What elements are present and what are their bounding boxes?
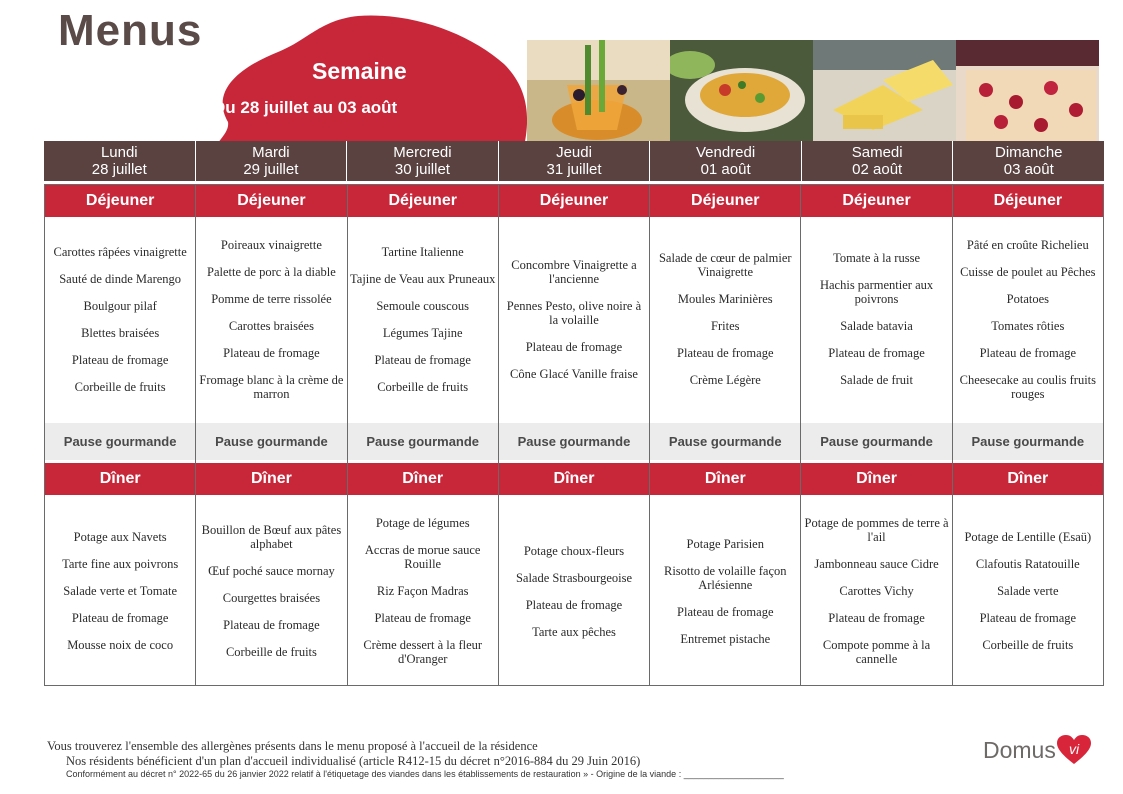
day-name: Mardi — [252, 144, 290, 161]
menu-item: Poireaux vinaigrette — [220, 237, 322, 252]
menu-item: Salade verte et Tomate — [63, 584, 178, 598]
menu-item: Tomates rôties — [991, 318, 1065, 333]
menu-item: Corbeille de fruits — [377, 379, 469, 394]
day-column — [196, 185, 347, 685]
menu-item: Corbeille de fruits — [74, 379, 166, 394]
day-column — [801, 185, 952, 685]
day-column — [650, 185, 801, 685]
menu-item: Plateau de fromage — [525, 597, 623, 612]
dinner-items — [350, 497, 496, 685]
lunch-items — [47, 219, 193, 419]
snack-label: Pause gourmande — [196, 423, 346, 460]
menu-item: Potage choux-fleurs — [523, 543, 625, 558]
domusvi-logo — [983, 735, 1091, 765]
cheese-photo — [813, 40, 956, 141]
lunch-items — [198, 219, 344, 419]
menu-item: Crème Légère — [689, 373, 761, 387]
menu-item: Plateau de fromage — [374, 611, 471, 625]
day-name: Lundi — [100, 144, 138, 161]
day-column — [45, 185, 196, 685]
menu-item: Carottes Vichy — [839, 584, 914, 598]
menu-item: Plateau de fromage — [374, 352, 471, 367]
day-date: 02 août — [852, 161, 903, 178]
menu-item: Blettes braisées — [81, 325, 160, 340]
menu-item: Plateau de fromage — [979, 345, 1077, 360]
menu-item: Carottes râpées vinaigrette — [53, 244, 187, 259]
menu-item: Moules Marinières — [677, 292, 773, 306]
menu-item: Pomme de terre rissolée — [211, 291, 332, 306]
menu-item: Frites — [711, 319, 740, 333]
menu-item: Plateau de fromage — [979, 611, 1077, 625]
menu-item: Potage de légumes — [375, 516, 470, 530]
dinner-header: Dîner — [801, 463, 951, 495]
menu-item: Tajine de Veau aux Pruneaux — [350, 271, 496, 286]
menu-item: Potage aux Navets — [73, 530, 167, 544]
menu-item: Hachis parmentier aux poivrons — [819, 278, 934, 306]
lunch-items — [501, 219, 647, 419]
dinner-items — [652, 497, 798, 685]
menu-item: Potage Parisien — [686, 536, 764, 551]
pasta-salad-photo — [670, 40, 813, 141]
cherry-clafoutis-photo — [956, 40, 1099, 141]
menu-item: Concombre Vinaigrette a l'ancienne — [511, 257, 637, 286]
week-label: Semaine — [312, 58, 407, 84]
header-red-shape — [208, 12, 528, 162]
day-header — [196, 141, 348, 181]
menu-item: Courgettes braisées — [222, 591, 321, 605]
dinner-header: Dîner — [650, 463, 800, 495]
dinner-items — [803, 497, 949, 685]
food-photo-strip — [527, 40, 1100, 141]
menu-item: Potage de pommes de terre à l'ail — [804, 516, 949, 544]
menu-item: Entremet pistache — [680, 631, 771, 646]
snack-label: Pause gourmande — [801, 423, 951, 460]
day-date: 03 août — [1003, 161, 1054, 178]
menu-item: Plateau de fromage — [828, 346, 925, 360]
menu-item: Corbeille de fruits — [982, 638, 1074, 652]
day-column — [348, 185, 499, 685]
menu-item: Pennes Pesto, olive noire à la volaille — [506, 298, 642, 327]
menu-item: Salade Strasbourgeoise — [515, 570, 633, 585]
dinner-items — [198, 497, 344, 685]
snack-label: Pause gourmande — [45, 423, 195, 460]
day-date: 29 juillet — [243, 161, 299, 178]
menu-item: Salade de fruit — [840, 373, 913, 387]
menu-item: Légumes Tajine — [382, 325, 463, 340]
menu-item: Cône Glacé Vanille fraise — [510, 366, 638, 381]
snack-label: Pause gourmande — [650, 423, 800, 460]
dinner-header: Dîner — [499, 463, 649, 495]
day-date: 01 août — [700, 161, 751, 178]
menu-item: Plateau de fromage — [677, 604, 774, 619]
menu-item: Tarte fine aux poivrons — [62, 557, 179, 571]
dessert-glass-photo — [527, 40, 670, 141]
snack-label: Pause gourmande — [499, 423, 649, 460]
menu-item: Œuf poché sauce mornay — [208, 564, 335, 578]
menu-item: Boulgour pilaf — [83, 298, 157, 313]
dinner-header: Dîner — [953, 463, 1103, 495]
menu-grid — [44, 184, 1104, 686]
dinner-header: Dîner — [348, 463, 498, 495]
day-name: Mercredi — [393, 144, 452, 161]
menu-item: Carottes braisées — [228, 318, 314, 333]
menu-item: Salade batavia — [840, 319, 913, 333]
day-header — [802, 141, 954, 181]
menu-item: Compote pomme à la cannelle — [822, 638, 931, 666]
meat-origin-note: Conformément au décret n° 2022-65 du 26 janvier 2022 relatif à l'étiquetage des viandes dans les établissements de restauration » - Origine de la viande : ____________________ — [66, 769, 784, 779]
day-column — [953, 185, 1103, 685]
lunch-items — [955, 219, 1101, 419]
svg-text:vi: vi — [1068, 741, 1079, 757]
menu-item: Plateau de fromage — [828, 611, 925, 625]
dinner-items — [955, 497, 1101, 685]
dinner-items — [47, 497, 193, 685]
lunch-header: Déjeuner — [801, 185, 951, 217]
menu-item: Salade de cœur de palmier Vinaigrette — [658, 251, 792, 279]
day-name: Jeudi — [556, 144, 592, 161]
menu-item: Tarte aux pêches — [532, 624, 616, 639]
lunch-header: Déjeuner — [45, 185, 195, 217]
welcome-plan-note: Nos résidents bénéficient d'un plan d'accueil individualisé (article R412-15 du décret n°2016-884 du 29 Juin 2016) — [66, 754, 641, 768]
menu-item: Plateau de fromage — [223, 345, 320, 360]
menu-item: Corbeille de fruits — [225, 645, 317, 659]
day-date: 31 juillet — [546, 161, 602, 178]
day-header-bar — [44, 141, 1104, 181]
logo-text: Domus — [983, 736, 1056, 763]
menu-item: Bouillon de Bœuf aux pâtes alphabet — [201, 523, 342, 551]
lunch-header: Déjeuner — [196, 185, 346, 217]
menu-item: Pâté en croûte Richelieu — [966, 237, 1089, 252]
day-date: 30 juillet — [394, 161, 450, 178]
menu-item: Clafoutis Ratatouille — [975, 557, 1080, 571]
menu-item: Plateau de fromage — [71, 352, 169, 367]
lunch-header: Déjeuner — [499, 185, 649, 217]
menu-item: Palette de porc à la diable — [207, 264, 336, 279]
menu-item: Semoule couscous — [376, 298, 470, 313]
menu-item: Fromage blanc à la crème de marron — [199, 372, 344, 401]
menu-item: Salade verte — [997, 584, 1059, 598]
menu-item: Tomate à la russe — [833, 251, 921, 265]
menu-item: Cuisse de poulet au Pêches — [960, 264, 1096, 279]
menu-item: Plateau de fromage — [71, 611, 169, 625]
lunch-items — [350, 219, 496, 419]
day-header — [650, 141, 802, 181]
dinner-items — [501, 497, 647, 685]
dinner-header: Dîner — [196, 463, 346, 495]
day-name: Vendredi — [695, 144, 756, 161]
heart-logo-icon — [1057, 735, 1091, 765]
lunch-items — [652, 219, 798, 419]
allergen-note: Vous trouverez l'ensemble des allergènes présents dans le menu proposé à l'accueil de la résidence — [47, 739, 538, 753]
menu-item: Potage de Lentille (Esaü) — [964, 530, 1092, 544]
menu-item: Plateau de fromage — [677, 346, 774, 360]
menu-item: Plateau de fromage — [223, 618, 320, 632]
day-header — [44, 141, 196, 181]
menu-item: Crème dessert à la fleur d'Oranger — [363, 638, 483, 666]
page-title: Menus — [58, 6, 203, 55]
menu-item: Plateau de fromage — [525, 339, 623, 354]
menu-item: Risotto de volaille façon Arlésienne — [663, 563, 787, 592]
lunch-header: Déjeuner — [953, 185, 1103, 217]
menu-item: Riz Façon Madras — [376, 584, 469, 598]
lunch-items — [803, 219, 949, 419]
day-column — [499, 185, 650, 685]
dinner-header: Dîner — [45, 463, 195, 495]
menu-item: Jambonneau sauce Cidre — [814, 557, 939, 571]
menu-item: Potatoes — [1006, 291, 1049, 306]
menu-item: Tartine Italienne — [381, 244, 464, 259]
day-header — [499, 141, 651, 181]
day-header — [953, 141, 1104, 181]
menu-item: Mousse noix de coco — [67, 638, 174, 652]
menu-item: Sauté de dinde Marengo — [59, 271, 182, 286]
lunch-header: Déjeuner — [348, 185, 498, 217]
lunch-header: Déjeuner — [650, 185, 800, 217]
day-header — [347, 141, 499, 181]
day-name: Samedi — [851, 144, 903, 161]
day-date: 28 juillet — [91, 161, 147, 178]
menu-item: Accras de morue sauce Rouille — [364, 543, 481, 571]
snack-label: Pause gourmande — [953, 423, 1103, 460]
snack-label: Pause gourmande — [348, 423, 498, 460]
menu-item: Cheesecake au coulis fruits rouges — [959, 372, 1097, 401]
day-name: Dimanche — [994, 144, 1063, 161]
date-range: Du 28 juillet au 03 août — [213, 98, 398, 117]
